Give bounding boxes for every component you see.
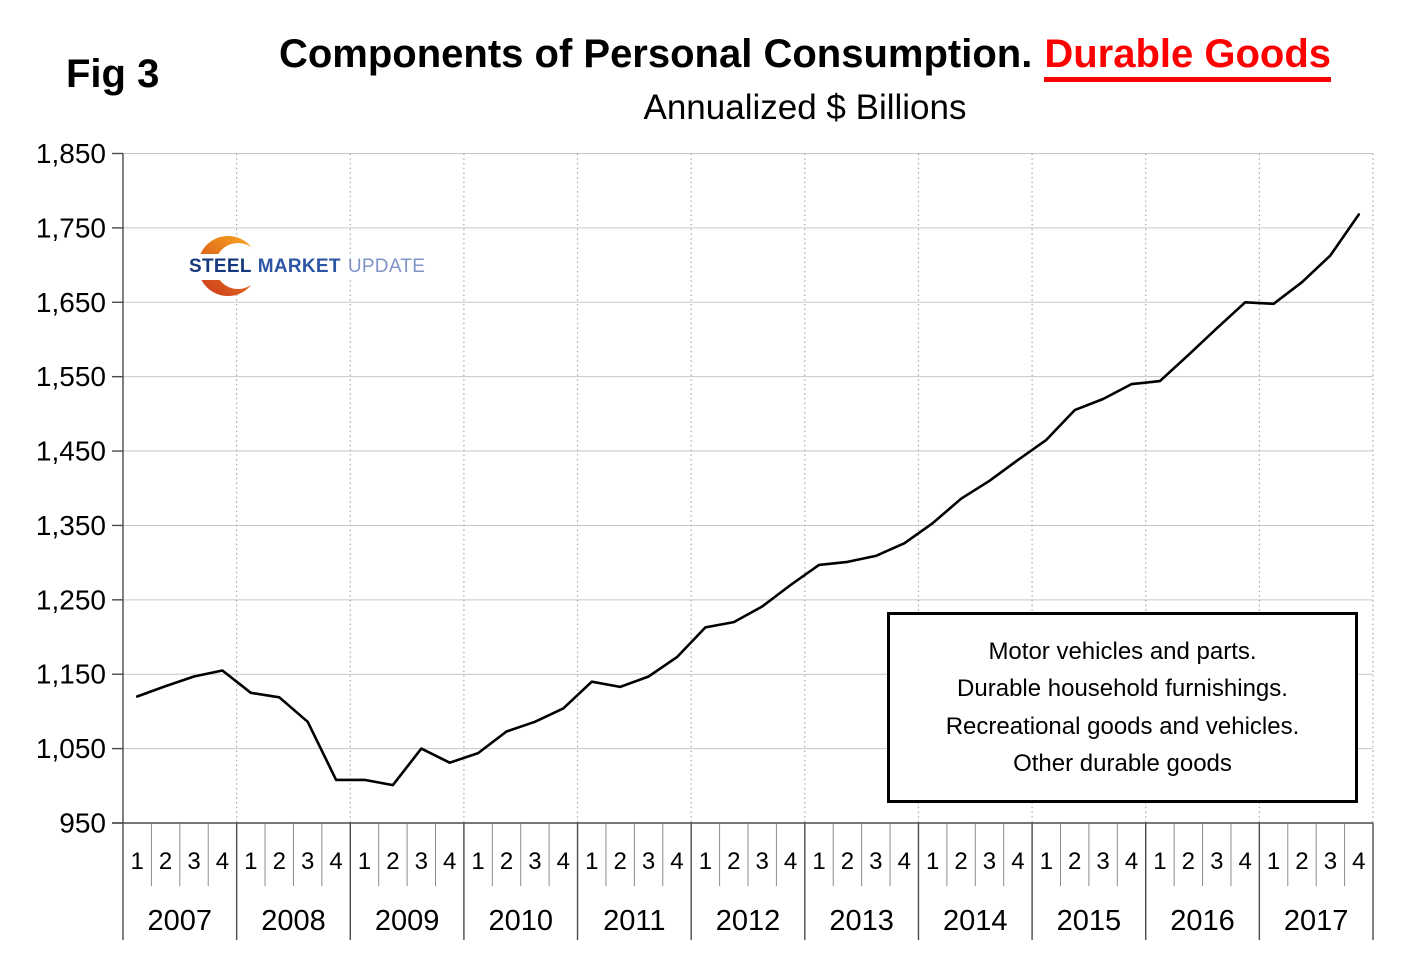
svg-text:3: 3 bbox=[1210, 848, 1224, 875]
svg-text:3: 3 bbox=[755, 848, 769, 875]
svg-text:1: 1 bbox=[130, 848, 144, 875]
svg-text:3: 3 bbox=[1323, 848, 1338, 875]
svg-text:1,550: 1,550 bbox=[35, 361, 106, 393]
svg-text:1,650: 1,650 bbox=[35, 286, 106, 318]
svg-text:1: 1 bbox=[244, 848, 258, 875]
svg-text:1: 1 bbox=[698, 848, 713, 875]
logo-word-market: MARKET bbox=[257, 256, 341, 277]
svg-text:2: 2 bbox=[272, 848, 286, 875]
svg-text:1: 1 bbox=[471, 848, 485, 875]
svg-text:3: 3 bbox=[414, 848, 428, 875]
svg-text:4: 4 bbox=[443, 848, 457, 875]
svg-text:3: 3 bbox=[1096, 848, 1110, 875]
svg-text:4: 4 bbox=[783, 848, 798, 875]
svg-text:2014: 2014 bbox=[943, 905, 1008, 937]
svg-text:3: 3 bbox=[528, 848, 542, 875]
svg-text:2007: 2007 bbox=[147, 905, 213, 937]
year-axis-labels bbox=[148, 905, 1349, 937]
chart-subtitle: Annualized $ Billions bbox=[643, 88, 967, 127]
svg-text:4: 4 bbox=[329, 848, 343, 875]
svg-text:4: 4 bbox=[1352, 848, 1366, 875]
logo-wordmark bbox=[184, 254, 430, 280]
svg-text:4: 4 bbox=[897, 848, 911, 875]
svg-text:3: 3 bbox=[869, 848, 883, 875]
logo-word-steel: STEEL bbox=[189, 256, 252, 277]
svg-text:1: 1 bbox=[1039, 848, 1053, 875]
svg-text:2011: 2011 bbox=[603, 905, 666, 937]
steel-market-update-logo bbox=[182, 230, 426, 304]
svg-text:1: 1 bbox=[812, 848, 826, 875]
svg-text:2: 2 bbox=[1181, 848, 1196, 875]
svg-text:2: 2 bbox=[840, 848, 855, 875]
svg-text:1,250: 1,250 bbox=[35, 584, 106, 616]
svg-text:1,150: 1,150 bbox=[35, 658, 106, 690]
logo-word-update: UPDATE bbox=[347, 256, 426, 277]
svg-text:2: 2 bbox=[1295, 848, 1309, 875]
svg-text:2016: 2016 bbox=[1170, 905, 1235, 937]
svg-text:1: 1 bbox=[1153, 848, 1167, 875]
legend-item-recreational-goods: Recreational goods and vehicles. bbox=[945, 712, 1300, 740]
svg-text:2010: 2010 bbox=[488, 905, 553, 937]
svg-text:4: 4 bbox=[670, 848, 684, 875]
svg-text:2: 2 bbox=[499, 848, 514, 875]
svg-text:2015: 2015 bbox=[1056, 905, 1122, 937]
svg-text:1: 1 bbox=[357, 848, 372, 875]
y-axis-labels bbox=[36, 138, 123, 839]
svg-text:2: 2 bbox=[158, 848, 173, 875]
svg-text:2013: 2013 bbox=[829, 905, 894, 937]
chart-title-main: Components of Personal Consumption. bbox=[278, 32, 1033, 76]
svg-text:2017: 2017 bbox=[1283, 905, 1349, 937]
svg-text:1,750: 1,750 bbox=[35, 212, 106, 244]
svg-text:2: 2 bbox=[1068, 848, 1082, 875]
svg-text:2: 2 bbox=[613, 848, 627, 875]
svg-text:1,450: 1,450 bbox=[35, 435, 106, 467]
svg-text:3: 3 bbox=[300, 848, 315, 875]
svg-text:2009: 2009 bbox=[374, 905, 440, 937]
svg-text:2: 2 bbox=[954, 848, 968, 875]
legend-item-other-durable: Other durable goods bbox=[1013, 750, 1232, 777]
svg-text:3: 3 bbox=[641, 848, 656, 875]
svg-text:1: 1 bbox=[585, 848, 599, 875]
figure-label: Fig 3 bbox=[66, 52, 160, 96]
svg-text:1,050: 1,050 bbox=[35, 733, 106, 765]
legend-item-household-furnishings: Durable household furnishings. bbox=[957, 675, 1288, 702]
svg-text:1,350: 1,350 bbox=[35, 509, 106, 541]
svg-text:2012: 2012 bbox=[715, 905, 781, 937]
svg-text:4: 4 bbox=[1124, 848, 1139, 875]
svg-text:2: 2 bbox=[386, 848, 400, 875]
svg-text:1: 1 bbox=[1266, 848, 1281, 875]
svg-text:1,850: 1,850 bbox=[35, 138, 106, 169]
chart-title-highlight: Durable Goods bbox=[1044, 32, 1331, 82]
svg-text:4: 4 bbox=[215, 848, 230, 875]
svg-text:1: 1 bbox=[925, 848, 940, 875]
legend-box bbox=[887, 612, 1358, 803]
svg-text:2: 2 bbox=[727, 848, 741, 875]
svg-text:950: 950 bbox=[59, 807, 106, 839]
svg-text:3: 3 bbox=[187, 848, 201, 875]
legend-item-motor-vehicles: Motor vehicles and parts. bbox=[988, 637, 1257, 665]
svg-text:4: 4 bbox=[1238, 848, 1252, 875]
svg-text:3: 3 bbox=[982, 848, 997, 875]
svg-text:2008: 2008 bbox=[261, 905, 326, 937]
svg-text:4: 4 bbox=[1011, 848, 1025, 875]
svg-text:4: 4 bbox=[556, 848, 571, 875]
